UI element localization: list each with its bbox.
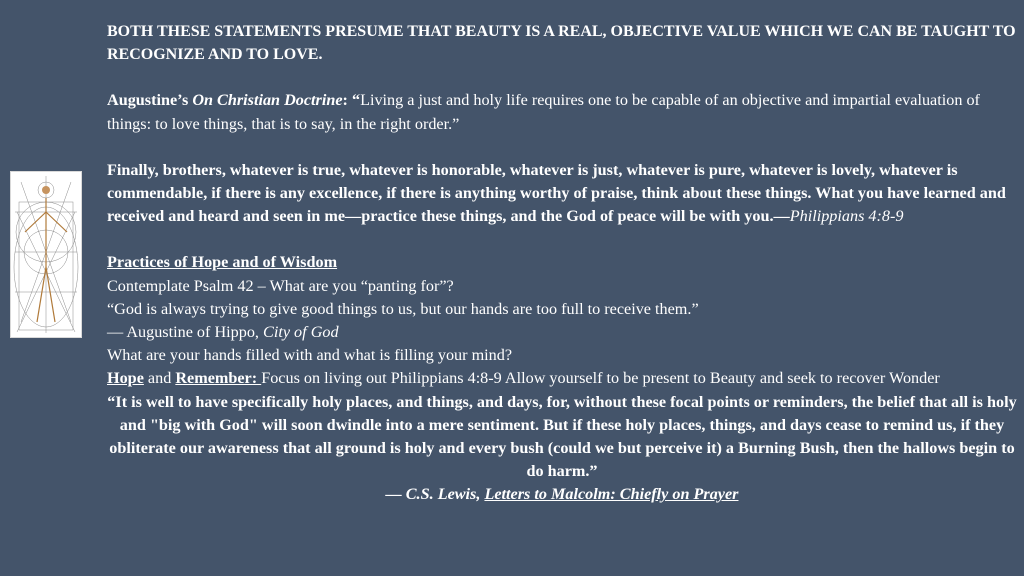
- practices-line-4: What are your hands filled with and what is filling your mind?: [107, 346, 513, 365]
- augustine-name: Augustine’s: [107, 91, 189, 110]
- proportion-diagram-icon: [11, 172, 81, 337]
- slide-text: [107, 20, 1017, 507]
- vitruvian-figure-image: [10, 171, 82, 338]
- augustine-colon: : “: [342, 91, 361, 110]
- remember-label: Remember:: [175, 369, 262, 388]
- augustine-work: On Christian Doctrine: [192, 91, 343, 110]
- hope-label: Hope: [107, 369, 144, 388]
- practices-line-1: Contemplate Psalm 42 – What are you “panting for”?: [107, 276, 454, 295]
- philippians-paragraph: [107, 159, 1017, 229]
- augustine-paragraph: [107, 89, 1017, 135]
- augustine-attrib: — Augustine of Hippo,: [107, 323, 259, 342]
- philippians-ref: Philippians 4:8-9: [789, 207, 904, 226]
- slide-heading: BOTH THESE STATEMENTS PRESUME THAT BEAUTY IS A REAL, OBJECTIVE VALUE WHICH WE CAN BE TAUGHT TO RECOGNIZE AND TO LOVE.: [107, 23, 1016, 64]
- city-of-god-title: City of God: [263, 323, 339, 342]
- practices-line-3: [107, 321, 1017, 344]
- lewis-quote: “It is well to have specifically holy places, and things, and days, for, without these focal points or reminders, the belief that all is holy and "big with God" will soon dwindle into a mere sentiment. But if these holy places, things, and days cease to remind us, if they obliterate our awareness that all ground is holy and every bush (could we but perceive it) a Burning Bush, then the hallows begin to do harm.”: [107, 392, 1017, 481]
- practices-line-2: “God is always trying to give good things to us, but our hands are too full to receive them.”: [107, 299, 699, 318]
- lewis-name: — C.S. Lewis,: [385, 485, 481, 504]
- practices-line-5: [107, 367, 1017, 390]
- augustine-quote: Living a just and holy life requires one to be capable of an objective and impartial evaluation of things: to love things, that is to say, in the right order.”: [107, 91, 980, 133]
- lewis-attribution: [107, 483, 1017, 506]
- remember-text: Focus on living out Philippians 4:8-9 Allow yourself to be present to Beauty and seek to recover Wonder: [261, 369, 940, 388]
- practices-title: Practices of Hope and of Wisdom: [107, 253, 338, 272]
- philippians-text: Finally, brothers, whatever is true, whatever is honorable, whatever is just, whatever is pure, whatever is lovely, whatever is commendable, if there is any excellence, if there is anything worthy of praise, think about these things. What you have learned and received and heard and seen in me—practice these things, and the God of peace will be with you.—: [107, 160, 1006, 226]
- lewis-work-link[interactable]: Letters to Malcolm: Chiefly on Prayer: [484, 485, 739, 504]
- and-text: and: [143, 369, 176, 388]
